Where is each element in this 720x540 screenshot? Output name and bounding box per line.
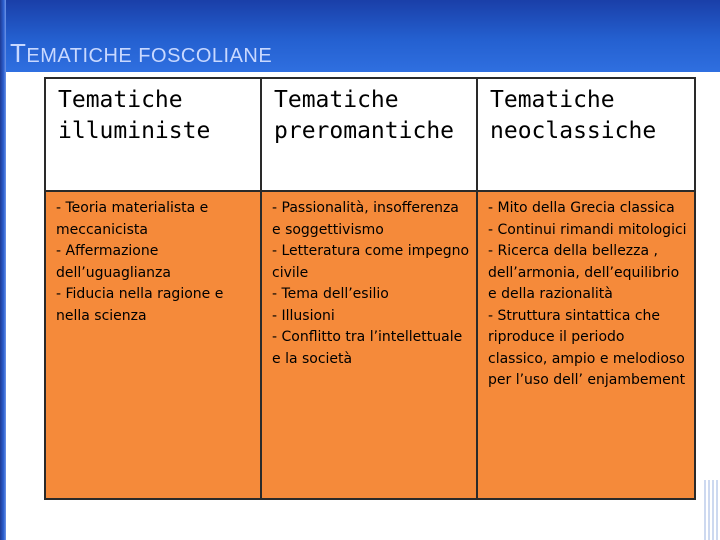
list-item: - Affermazione dell’uguaglianza bbox=[56, 243, 171, 281]
list-item: - Conflitto tra l’intellettuale e la società bbox=[272, 329, 463, 367]
list-item: - Continui rimandi mitologici bbox=[488, 221, 687, 238]
slide-title-initial: T bbox=[10, 38, 27, 68]
list-item: - Mito della Grecia classica bbox=[488, 200, 675, 216]
header-cell-neoclassiche bbox=[478, 79, 694, 192]
content-cell-preromantiche bbox=[262, 192, 478, 498]
list-item: - Tema dell’esilio bbox=[272, 286, 389, 302]
header-cell-illuministe bbox=[46, 79, 262, 192]
list-item: - Fiducia nella ragione e nella scienza bbox=[56, 286, 224, 324]
themes-table bbox=[44, 77, 696, 500]
list-item: - Ricerca della bellezza , dell’armonia, dell’equilibrio e della razionalità bbox=[488, 243, 680, 302]
right-decorative-stripe bbox=[702, 480, 720, 540]
slide-title-rest: EMATICHE FOSCOLIANE bbox=[26, 45, 273, 67]
content-cell-neoclassiche bbox=[478, 192, 694, 498]
content-cell-illuministe bbox=[46, 192, 262, 498]
left-accent-bar bbox=[0, 0, 6, 540]
list-item: - Teoria materialista e meccanicista bbox=[56, 200, 209, 238]
list-item: - Struttura sintattica che riproduce il periodo classico, ampio e melodioso per l’uso dell’ enjambement bbox=[488, 307, 686, 388]
column-header: Tematiche neoclassiche bbox=[490, 87, 657, 144]
title-banner bbox=[0, 0, 720, 72]
slide-title bbox=[10, 38, 272, 69]
header-cell-preromantiche bbox=[262, 79, 478, 192]
list-item: - Letteratura come impegno civile bbox=[272, 243, 470, 281]
list-item: - Passionalità, insofferenza e soggettivismo bbox=[272, 200, 459, 238]
column-header: Tematiche illuministe bbox=[58, 87, 211, 144]
list-item: - Illusioni bbox=[272, 307, 335, 324]
column-header: Tematiche preromantiche bbox=[274, 87, 455, 144]
